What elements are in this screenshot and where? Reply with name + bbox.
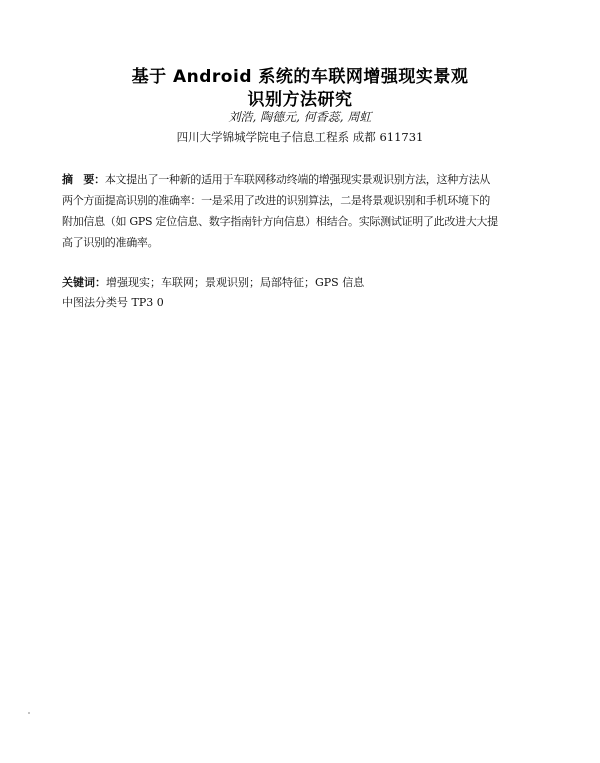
- keywords-label: 关键词：: [62, 276, 106, 289]
- keywords-text: 增强现实；车联网；景观识别；局部特征；GPS 信息: [106, 276, 365, 289]
- keywords: [62, 273, 550, 293]
- abstract-line-3: 附加信息（如 GPS 定位信息、数字指南针方向信息）相结合。实际测试证明了此改进大大提: [62, 215, 498, 228]
- scan-speck: [28, 712, 30, 714]
- abstract-line-4: 高了识别的准确率。: [62, 236, 159, 249]
- abstract-text-1: 本文提出了一种新的适用于车联网移动终端的增强现实景观识别方法，这种方法从: [104, 173, 491, 186]
- classification-number: 中图法分类号 TP3 0: [62, 296, 164, 309]
- paper-title-line-1: 基于 Android 系统的车联网增强现实景观: [131, 67, 469, 87]
- abstract-line-1: [62, 169, 550, 190]
- abstract: [62, 169, 550, 253]
- abstract-label: 摘 要：: [62, 173, 105, 186]
- paper-title-line-2: 识别方法研究: [247, 90, 353, 110]
- abstract-line-2: 两个方面提高识别的准确率：一是采用了改进的识别算法，二是将景观识别和手机环境下的: [62, 194, 490, 207]
- affiliation: 四川大学锦城学院电子信息工程系 成都 611731: [176, 130, 424, 144]
- authors: 刘浩, 陶德元, 何香蕊, 周虹: [228, 110, 372, 124]
